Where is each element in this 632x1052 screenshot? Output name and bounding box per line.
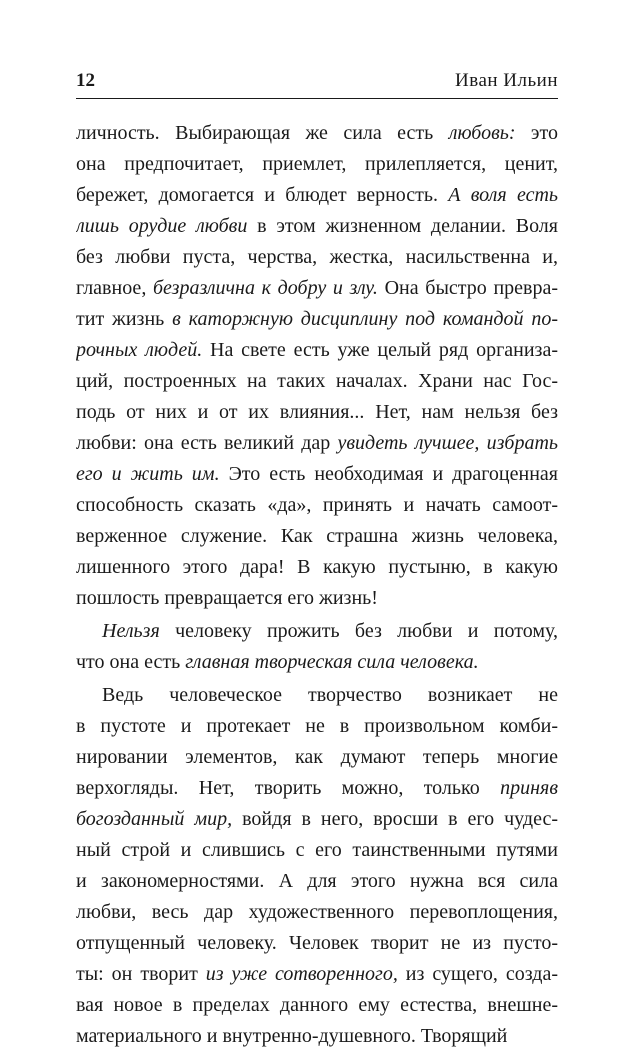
text-run: вая новое в пределах данного ему естества, внешне-: [76, 994, 558, 1016]
text-run: Это есть необходимая и драгоценная: [219, 463, 558, 485]
italic-text: А воля есть: [448, 184, 558, 206]
text-line: [76, 118, 558, 149]
text-run: Ведь человеческое творчество возникает не: [102, 684, 558, 706]
italic-text: богозданный мир,: [76, 808, 233, 830]
text-run: На свете есть уже целый ряд организа-: [202, 339, 558, 361]
text-run: в этом жизненном делании. Воля: [247, 215, 558, 237]
text-line: [76, 647, 558, 678]
text-line: [76, 490, 558, 521]
running-head-author: Иван Ильин: [455, 70, 558, 91]
text-run: нировании элементов, как думают теперь многие: [76, 746, 558, 768]
text-run: ный строй и слившись с его таинственными путями: [76, 839, 558, 861]
text-run: любви: она есть великий дар: [76, 432, 338, 454]
text-run: главное,: [76, 277, 153, 299]
text-run: верженное служение. Как страшна жизнь человека,: [76, 525, 558, 547]
italic-text: безразлична к добру и злу.: [153, 277, 378, 299]
text-line: [76, 273, 558, 304]
italic-text: его и жить им.: [76, 463, 220, 485]
italic-text: рочных людей.: [76, 339, 203, 361]
text-line: [76, 335, 558, 366]
text-line: [76, 773, 558, 804]
text-line: [76, 928, 558, 959]
page-header: [76, 66, 558, 99]
text-run: из сущего, созда-: [397, 963, 558, 985]
text-line: [76, 804, 558, 835]
text-line: [76, 866, 558, 897]
text-run: способность сказать «да», принять и начать самоот-: [76, 494, 558, 516]
text-line: [76, 1021, 558, 1052]
text-run: ты: он творит: [76, 963, 206, 985]
italic-text: любовь:: [448, 122, 516, 144]
text-line: [76, 211, 558, 242]
italic-text: из уже сотворенного,: [205, 963, 398, 985]
text-line: [76, 149, 558, 180]
text-line: [76, 680, 558, 711]
text-line: [76, 366, 558, 397]
text-line: [76, 742, 558, 773]
text-run: человеку прожить без любви и потому,: [159, 620, 558, 642]
text-run: материального и внутренно-душевного. Творящий: [76, 1025, 508, 1047]
paragraph: [76, 118, 558, 614]
text-line: [76, 835, 558, 866]
paragraph: [76, 680, 558, 1052]
text-line: [76, 711, 558, 742]
text-run: без любви пуста, черства, жестка, насильственна и,: [76, 246, 558, 268]
text-run: это: [515, 122, 558, 144]
text-run: Она быстро превра-: [377, 277, 558, 299]
italic-text: в каторжную дисциплину под командой по-: [172, 308, 558, 330]
italic-text: приняв: [500, 777, 558, 799]
text-run: любви, весь дар художественного перевоплощения,: [76, 901, 558, 923]
text-line: [76, 897, 558, 928]
text-run: тит жизнь: [76, 308, 173, 330]
text-line: [76, 459, 558, 490]
text-run: отпущенный человеку. Человек творит не из пусто-: [76, 932, 558, 954]
text-run: лишенного этого дара! В какую пустыню, в какую: [76, 556, 558, 578]
text-line: [76, 990, 558, 1021]
paragraph: [76, 616, 558, 678]
text-run: ций, построенных на таких началах. Храни нас Гос-: [76, 370, 558, 392]
text-run: верхогляды. Нет, творить можно, только: [76, 777, 501, 799]
text-line: [76, 552, 558, 583]
text-run: пошлость превращается его жизнь!: [76, 587, 378, 609]
text-line: [76, 304, 558, 335]
text-line: [76, 616, 558, 647]
page-number: 12: [76, 70, 95, 91]
italic-text: главная творческая сила человека.: [185, 651, 479, 673]
text-run: бережет, домогается и блюдет верность.: [76, 184, 449, 206]
italic-text: лишь орудие любви: [76, 215, 248, 237]
text-run: личность. Выбирающая же сила есть: [76, 122, 449, 144]
italic-text: увидеть лучшее, избрать: [337, 432, 558, 454]
text-line: [76, 180, 558, 211]
text-line: [76, 428, 558, 459]
body-text: [76, 118, 558, 1052]
text-line: [76, 242, 558, 273]
text-line: [76, 397, 558, 428]
text-run: что она есть: [76, 651, 186, 673]
text-run: в пустоте и протекает не в произвольном комби-: [76, 715, 558, 737]
text-run: она предпочитает, приемлет, прилепляется, ценит,: [76, 153, 558, 175]
text-line: [76, 583, 558, 614]
text-line: [76, 959, 558, 990]
text-line: [76, 521, 558, 552]
text-run: и закономерностями. А для этого нужна вся сила: [76, 870, 558, 892]
italic-text: Нельзя: [102, 620, 160, 642]
text-run: подь от них и от их влияния... Нет, нам нельзя без: [76, 401, 558, 423]
text-run: войдя в него, вросши в его чудес-: [232, 808, 558, 830]
